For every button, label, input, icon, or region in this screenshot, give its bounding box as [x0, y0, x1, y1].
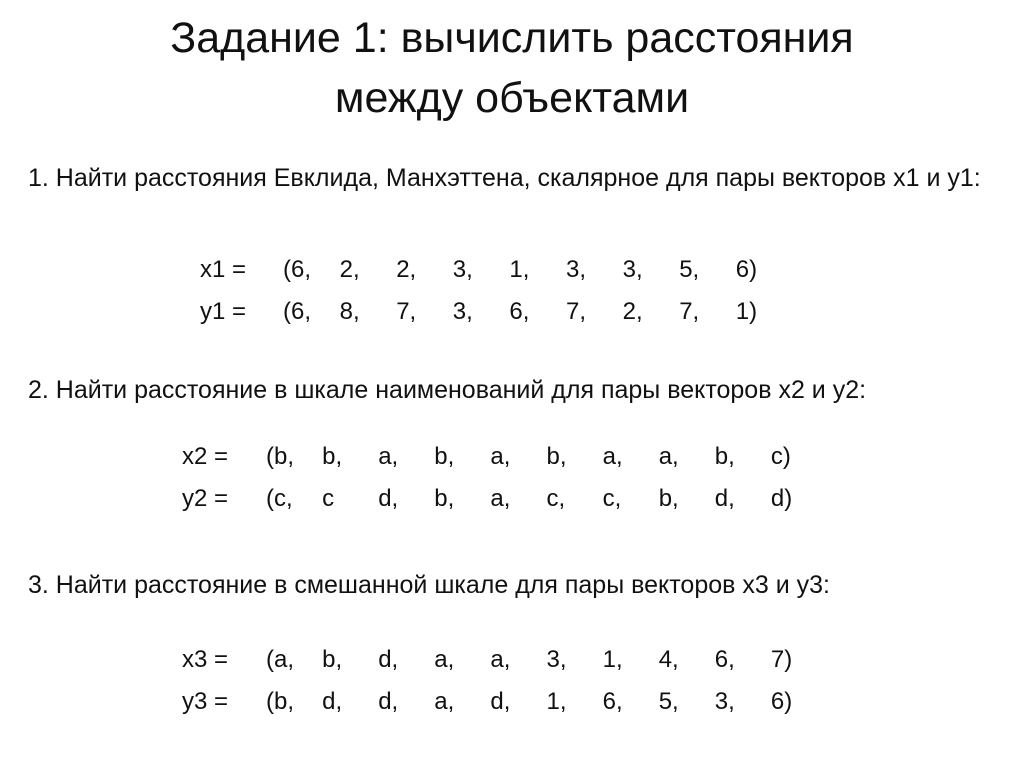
vector-value: 8, — [339, 298, 360, 325]
vector-value: 4, — [658, 646, 679, 673]
vector-value: 6, — [714, 646, 735, 673]
vector-value: 1, — [602, 646, 623, 673]
vector-value: b, — [322, 646, 343, 673]
task-3-text: 3. Найти расстояние в смешанной шкале для пары векторов x3 и y3: — [28, 571, 830, 599]
vector-value: 6) — [770, 688, 793, 715]
vector-value: b, — [434, 485, 455, 512]
vector-label: x2 = — [182, 443, 229, 470]
vector-value: 5, — [679, 256, 700, 283]
vector-value: 2, — [622, 298, 643, 325]
vector-value: 7, — [396, 298, 417, 325]
vector-value: (a, — [266, 646, 295, 673]
vector-value: (b, — [266, 688, 295, 715]
vector-value: c, — [602, 485, 622, 512]
task-1-text: 1. Найти расстояния Евклида, Манхэттена, скалярное для пары векторов x1 и y1: — [28, 164, 981, 192]
vector-value: d, — [714, 485, 735, 512]
vector-value: 3, — [546, 646, 567, 673]
vector-label: x3 = — [182, 646, 229, 673]
vector-value: a, — [490, 485, 511, 512]
vector-value: d, — [490, 688, 511, 715]
vector-value: d, — [378, 646, 399, 673]
vector-value: b, — [322, 443, 343, 470]
vector-label: y1 = — [200, 298, 247, 325]
vector-value: 3, — [714, 688, 735, 715]
vector-value: 3, — [452, 298, 473, 325]
vector-value: d) — [770, 485, 793, 512]
vector-value: a, — [490, 443, 511, 470]
vector-value: b, — [658, 485, 679, 512]
vector-value: 7, — [566, 298, 587, 325]
vector-value: 2, — [339, 256, 360, 283]
vector-value: d, — [322, 688, 343, 715]
vector-value: 1, — [509, 256, 530, 283]
vector-value: 6) — [735, 256, 758, 283]
vector-label: y2 = — [182, 485, 229, 512]
vector-value: d, — [378, 688, 399, 715]
title-line-2: между объектами — [334, 74, 690, 122]
vector-value: c) — [770, 443, 791, 470]
vector-value: a, — [602, 443, 623, 470]
vector-value: 6, — [509, 298, 530, 325]
vector-value: a, — [434, 688, 455, 715]
vector-value: 1, — [546, 688, 567, 715]
vector-value: a, — [434, 646, 455, 673]
vector-value: 7, — [679, 298, 700, 325]
vector-value: 3, — [452, 256, 473, 283]
vector-value: 1) — [735, 298, 758, 325]
vector-value: (c, — [266, 485, 293, 512]
vector-value: b, — [714, 443, 735, 470]
vector-value: 3, — [622, 256, 643, 283]
vector-value: 2, — [396, 256, 417, 283]
vector-value: c, — [546, 485, 566, 512]
vector-value: b, — [434, 443, 455, 470]
vector-value: (6, — [283, 256, 312, 283]
vector-value: 5, — [658, 688, 679, 715]
vector-value: d, — [378, 485, 399, 512]
vector-value: c — [322, 485, 335, 512]
vector-label: x1 = — [200, 256, 247, 283]
vector-value: a, — [378, 443, 399, 470]
slide-title — [40, 8, 984, 128]
vector-value: (6, — [283, 298, 312, 325]
title-line-1: Задание 1: вычислить расстояния — [170, 14, 854, 62]
vector-value: 3, — [566, 256, 587, 283]
vector-value: 7) — [770, 646, 793, 673]
vector-value: a, — [490, 646, 511, 673]
vector-value: 6, — [602, 688, 623, 715]
vector-label: y3 = — [182, 688, 229, 715]
vector-value: a, — [658, 443, 679, 470]
vector-value: (b, — [266, 443, 295, 470]
vector-value: b, — [546, 443, 567, 470]
task-2-text: 2. Найти расстояние в шкале наименований для пары векторов x2 и y2: — [28, 376, 867, 404]
